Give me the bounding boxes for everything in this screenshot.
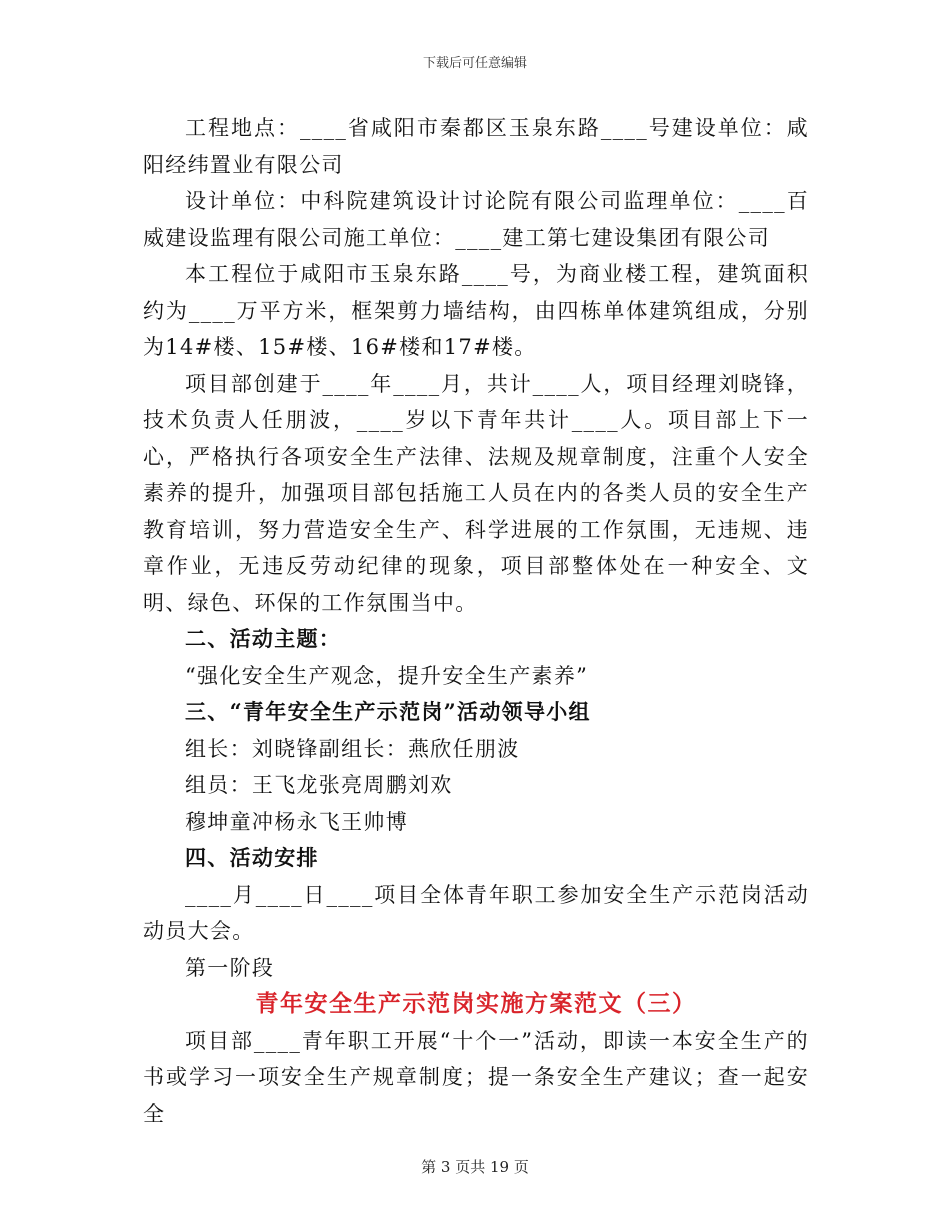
design-unit-paragraph: 设计单位：中科院建筑设计讨论院有限公司监理单位：____百威建设监理有限公司施工单位：____建工第七建设集团有限公司 bbox=[143, 189, 809, 250]
activity-theme: “强化安全生产观念，提升安全生产素养” bbox=[185, 663, 589, 688]
section-red-title: 青年安全生产示范岗实施方案范文（三） bbox=[255, 990, 697, 1017]
group-leaders: 组长：刘晓锋副组长：燕欣任朋波 bbox=[185, 736, 520, 761]
header-note: 下载后可任意编辑 bbox=[422, 56, 527, 71]
group-members: 组员：王飞龙张亮周鹏刘欢 bbox=[185, 773, 453, 797]
group-members-continued: 穆坤童冲杨永飞王帅博 bbox=[185, 809, 408, 834]
section-4-heading: 四、活动安排 bbox=[185, 845, 319, 870]
closing-paragraph: 项目部____青年职工开展“十个一”活动，即读一本安全生产的书或学习一项安全生产规章制度；提一条安全生产建议；查一起安全 bbox=[143, 1028, 809, 1126]
phase-one-label: 第一阶段 bbox=[185, 955, 275, 980]
activity-arrangement: ____月____日____项目全体青年职工参加安全生产示范岗活动动员大会。 bbox=[143, 882, 809, 943]
page-footer: 第 3 页共 19 页 bbox=[421, 1158, 529, 1176]
project-location-paragraph: 工程地点：____省咸阳市秦都区玉泉东路____号建设单位：咸阳经纬置业有限公司 bbox=[143, 116, 809, 177]
project-department-paragraph: 项目部创建于____年____月，共计____人，项目经理刘晓锋，技术负责人任朋波，____岁以下青年共计____人。项目部上下一心，严格执行各项安全生产法律、法规及规章制度，注重个人安全素养的提升，加强项目部包括施工人员在内的各类人员的安全生产教育培训，努力营造安全生产、科学进展的工作氛围，无违规、违章作业，无违反劳动纪律的现象，项目部整体处在一种安全、文明、绿色、环保的工作氛围当中。 bbox=[143, 371, 809, 615]
section-2-heading: 二、活动主题： bbox=[185, 626, 342, 651]
section-3-heading: 三、“青年安全生产示范岗”活动领导小组 bbox=[185, 699, 591, 724]
document-body bbox=[143, 110, 809, 1132]
project-overview-paragraph: 本工程位于咸阳市玉泉东路____号，为商业楼工程，建筑面积约为____万平方米，框架剪力墙结构，由四栋单体建筑组成，分别为14#楼、15#楼、16#楼和17#楼。 bbox=[143, 262, 809, 359]
